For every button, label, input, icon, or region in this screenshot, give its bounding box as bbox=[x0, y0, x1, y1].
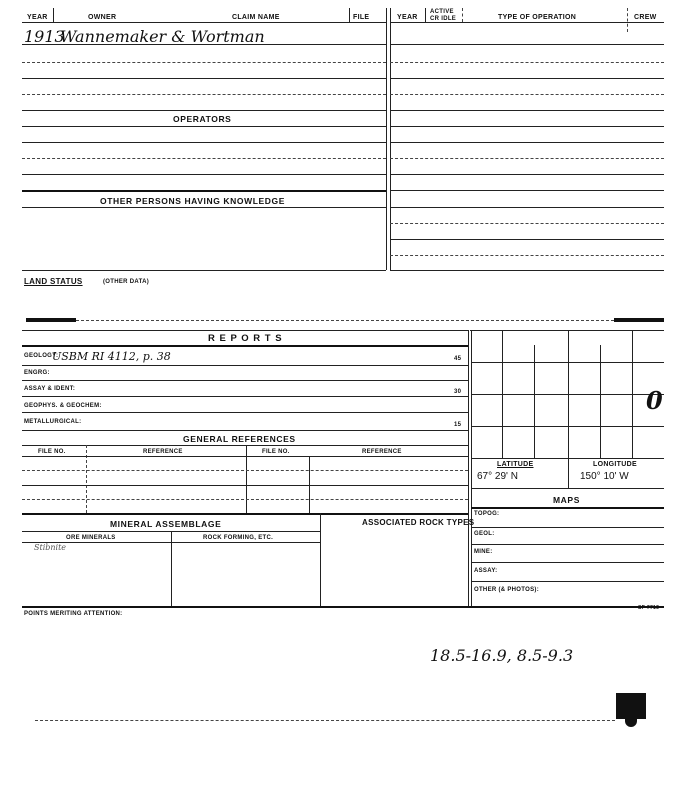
owner-entry-name: Wannemaker & Wortman bbox=[60, 27, 265, 46]
metallurgical-label: METALLURGICAL: bbox=[24, 419, 82, 425]
owner-header: OWNER bbox=[88, 14, 117, 21]
assay-ident-label: ASSAY & IDENT: bbox=[24, 386, 76, 392]
form-number: SP 7713 bbox=[638, 605, 660, 611]
ore-entry: Stibnite bbox=[34, 543, 67, 552]
scale-30: 30 bbox=[454, 389, 462, 395]
type-of-operation-header: TYPE OF OPERATION bbox=[498, 14, 577, 21]
general-references-heading: GENERAL REFERENCES bbox=[183, 434, 296, 444]
ore-minerals-header: ORE MINERALS bbox=[66, 535, 116, 541]
file-no-header-2: FILE NO. bbox=[262, 449, 290, 455]
punch-mark-right bbox=[614, 318, 664, 322]
latitude-value: 67° 29' N bbox=[477, 471, 518, 482]
claim-name-header: CLAIM NAME bbox=[232, 14, 280, 21]
maps-assay-label: ASSAY: bbox=[474, 568, 498, 574]
geophys-geochem-label: GEOPHYS. & GEOCHEM: bbox=[24, 403, 102, 409]
maps-mine-label: MINE: bbox=[474, 549, 493, 555]
longitude-value: 150° 10' W bbox=[580, 471, 629, 482]
maps-topog-label: TOPOG: bbox=[474, 511, 500, 517]
longitude-label: LONGITUDE bbox=[593, 461, 637, 468]
scale-45: 45 bbox=[454, 356, 462, 362]
year-header: YEAR bbox=[27, 14, 48, 21]
punch-mark-bottom bbox=[616, 693, 646, 719]
associated-heading: ASSOCIATED ROCK TYPES bbox=[362, 518, 475, 527]
maps-heading: MAPS bbox=[553, 495, 580, 505]
year-operation-header: YEAR bbox=[397, 14, 418, 21]
land-status-label: LAND STATUS bbox=[24, 277, 83, 286]
mineral-assemblage-heading: MINERAL ASSEMBLAGE bbox=[110, 519, 222, 529]
maps-other-label: OTHER (& PHOTOS): bbox=[474, 587, 539, 593]
geology-label: GEOLOGY: bbox=[24, 353, 59, 359]
active-idle-header: CR IDLE bbox=[430, 16, 457, 22]
rock-forming-header: ROCK FORMING, ETC. bbox=[203, 535, 274, 541]
points-meriting-label: POINTS MERITING ATTENTION: bbox=[24, 611, 123, 617]
scale-15: 15 bbox=[454, 422, 462, 428]
grid-mark: 0 bbox=[646, 386, 663, 415]
owner-entry-year: 1913 bbox=[24, 27, 65, 46]
maps-geol-label: GEOL: bbox=[474, 531, 495, 537]
other-persons-heading: OTHER PERSONS HAVING KNOWLEDGE bbox=[100, 196, 286, 206]
latitude-label: LATITUDE bbox=[497, 461, 534, 468]
file-no-header-1: FILE NO. bbox=[38, 449, 66, 455]
active-header: ACTIVE bbox=[430, 9, 454, 15]
operators-heading: OPERATORS bbox=[173, 114, 232, 124]
reference-header-1: REFERENCE bbox=[143, 449, 183, 455]
crew-header: CREW bbox=[634, 14, 657, 21]
engrg-label: ENGRG: bbox=[24, 370, 50, 376]
reports-heading: R E P O R T S bbox=[208, 333, 283, 344]
reference-header-2: REFERENCE bbox=[362, 449, 402, 455]
geology-value: USBM RI 4112, p. 38 bbox=[52, 350, 171, 363]
punch-mark-left bbox=[26, 318, 76, 322]
file-header: FILE bbox=[353, 14, 370, 21]
handwritten-code: 18.5-16.9, 8.5-9.3 bbox=[430, 646, 574, 665]
land-status-sub: (OTHER DATA) bbox=[103, 279, 150, 285]
